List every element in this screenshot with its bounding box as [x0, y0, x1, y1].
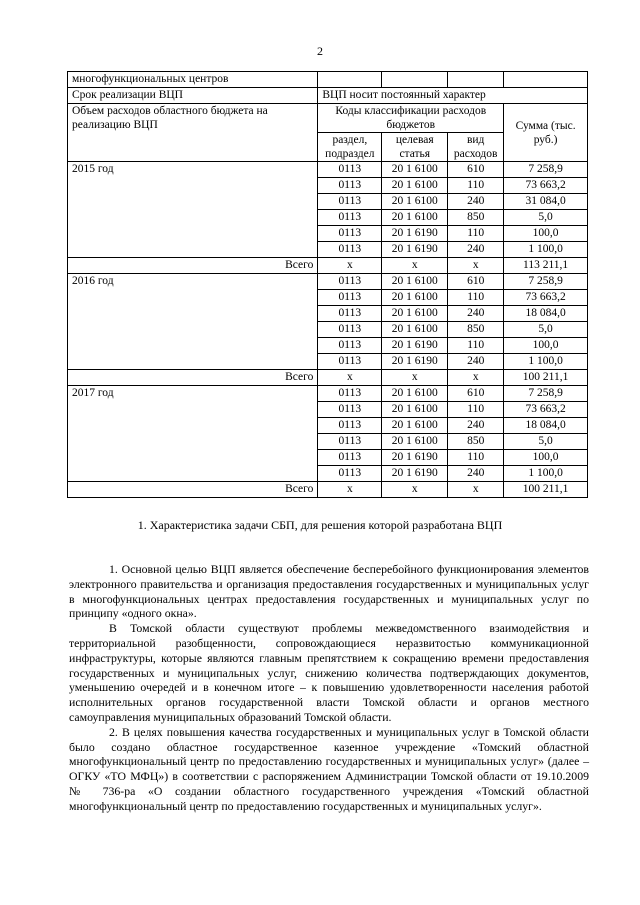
total-article: х	[382, 482, 448, 498]
total-label: Всего	[68, 482, 318, 498]
target-article: 20 1 6100	[382, 386, 448, 402]
expense-type: 610	[448, 386, 504, 402]
target-article: 20 1 6190	[382, 450, 448, 466]
target-article: 20 1 6100	[382, 210, 448, 226]
expense-type: 850	[448, 322, 504, 338]
section-code: 0113	[318, 274, 382, 290]
expense-type: 240	[448, 466, 504, 482]
expense-type: 240	[448, 194, 504, 210]
table-row	[68, 274, 588, 290]
expense-type: 110	[448, 226, 504, 242]
section-code: 0113	[318, 290, 382, 306]
amount: 31 084,0	[504, 194, 588, 210]
expense-type: 610	[448, 162, 504, 178]
table-cell	[448, 72, 504, 88]
section-code: 0113	[318, 178, 382, 194]
table-cell: многофункциональных центров	[68, 72, 318, 88]
target-article: 20 1 6190	[382, 354, 448, 370]
paragraph: 2. В целях повышения качества государственных и муниципальных услуг в Томской области было создано областное государственное казенное учреждение «Томский областной многофункциональный центр по предоставлению государственных и муниципальных услуг» (далее – ОГКУ «ТО МФЦ») в соответствии с распоряжением Администрации Томской области от 19.10.2009 № 736-ра «О создании областного государственного учреждения «Томский областной многофункциональный центр по предоставлению государственных и муниципальных услуг».	[69, 724, 589, 813]
expense-type: 240	[448, 418, 504, 434]
section-code: 0113	[318, 242, 382, 258]
total-amount: 113 211,1	[504, 258, 588, 274]
section-code: 0113	[318, 354, 382, 370]
total-section: х	[318, 370, 382, 386]
amount: 1 100,0	[504, 466, 588, 482]
target-article: 20 1 6190	[382, 242, 448, 258]
paragraph: 1. Основной целью ВЦП является обеспечение бесперебойного функционирования элементов электронного правительства и организация предоставления государственных и муниципальных услуг в многофункциональных центрах предоставления государственных и муниципальных услуг по принципу «одного окна».	[69, 562, 589, 621]
table-row	[68, 162, 588, 178]
section-code: 0113	[318, 210, 382, 226]
section-code: 0113	[318, 466, 382, 482]
target-article: 20 1 6100	[382, 162, 448, 178]
total-article: х	[382, 370, 448, 386]
total-amount: 100 211,1	[504, 482, 588, 498]
section-code: 0113	[318, 386, 382, 402]
total-label: Всего	[68, 258, 318, 274]
total-label: Всего	[68, 370, 318, 386]
section-code: 0113	[318, 322, 382, 338]
total-row	[68, 370, 588, 386]
section-code: 0113	[318, 418, 382, 434]
article-header: целевая статья	[382, 133, 448, 162]
target-article: 20 1 6100	[382, 418, 448, 434]
target-article: 20 1 6100	[382, 434, 448, 450]
total-section: х	[318, 258, 382, 274]
section-code: 0113	[318, 306, 382, 322]
expense-type: 110	[448, 178, 504, 194]
amount: 7 258,9	[504, 162, 588, 178]
total-section: х	[318, 482, 382, 498]
table-header-row	[68, 104, 588, 133]
table-cell	[382, 72, 448, 88]
expense-type: 850	[448, 210, 504, 226]
amount: 100,0	[504, 338, 588, 354]
volume-header: Объем расходов областного бюджета на реализацию ВЦП	[68, 104, 318, 162]
year-label: 2015 год	[68, 162, 318, 258]
amount: 18 084,0	[504, 306, 588, 322]
expense-type: 240	[448, 306, 504, 322]
amount: 73 663,2	[504, 178, 588, 194]
target-article: 20 1 6190	[382, 226, 448, 242]
amount: 18 084,0	[504, 418, 588, 434]
expense-type: 110	[448, 338, 504, 354]
table-cell	[318, 72, 382, 88]
amount: 5,0	[504, 322, 588, 338]
target-article: 20 1 6100	[382, 274, 448, 290]
amount: 100,0	[504, 450, 588, 466]
table-row	[68, 72, 588, 88]
expense-type: 610	[448, 274, 504, 290]
expense-type: 110	[448, 450, 504, 466]
expense-type: 110	[448, 402, 504, 418]
target-article: 20 1 6100	[382, 290, 448, 306]
total-article: х	[382, 258, 448, 274]
table-cell	[504, 72, 588, 88]
year-label: 2017 год	[68, 386, 318, 482]
expense-type: 240	[448, 242, 504, 258]
term-label: Срок реализации ВЦП	[68, 88, 318, 104]
budget-table	[67, 71, 588, 498]
term-value: ВЦП носит постоянный характер	[318, 88, 588, 104]
target-article: 20 1 6100	[382, 194, 448, 210]
section-code: 0113	[318, 450, 382, 466]
year-label: 2016 год	[68, 274, 318, 370]
section-code: 0113	[318, 434, 382, 450]
target-article: 20 1 6100	[382, 306, 448, 322]
amount: 73 663,2	[504, 402, 588, 418]
amount: 5,0	[504, 434, 588, 450]
amount: 1 100,0	[504, 242, 588, 258]
section-code: 0113	[318, 194, 382, 210]
section-code: 0113	[318, 338, 382, 354]
section-code: 0113	[318, 402, 382, 418]
paragraph: В Томской области существуют проблемы межведомственного взаимодействия и территориальной разобщенности, сопровождающиеся неразвитостью коммуникационной инфраструктуры, которые являются главным препятствием к сокращению времени предоставления государственных и муниципальных услуг, снижению количества подтверждающих документов, уменьшению очередей и в конечном итоге – к повышению удовлетворенности населения работой исполнительных органов государственной власти Томской области и органов местного самоуправления муниципальных образований Томской области.	[69, 621, 589, 724]
amount: 7 258,9	[504, 274, 588, 290]
total-amount: 100 211,1	[504, 370, 588, 386]
section-code: 0113	[318, 226, 382, 242]
target-article: 20 1 6190	[382, 466, 448, 482]
expense-type: 110	[448, 290, 504, 306]
table-row	[68, 386, 588, 402]
expense-type: 850	[448, 434, 504, 450]
target-article: 20 1 6100	[382, 402, 448, 418]
expense-type: 240	[448, 354, 504, 370]
amount: 7 258,9	[504, 386, 588, 402]
total-type: х	[448, 482, 504, 498]
amount: 1 100,0	[504, 354, 588, 370]
codes-group-header: Коды классификации расходов бюджетов	[318, 104, 504, 133]
target-article: 20 1 6100	[382, 322, 448, 338]
total-row	[68, 482, 588, 498]
sum-header: Сумма (тыс. руб.)	[504, 104, 588, 162]
amount: 5,0	[504, 210, 588, 226]
expense-type-header: вид расходов	[448, 133, 504, 162]
amount: 73 663,2	[504, 290, 588, 306]
total-type: х	[448, 258, 504, 274]
body-text	[69, 562, 589, 814]
amount: 100,0	[504, 226, 588, 242]
section-code: 0113	[318, 162, 382, 178]
total-type: х	[448, 370, 504, 386]
total-row	[68, 258, 588, 274]
target-article: 20 1 6190	[382, 338, 448, 354]
target-article: 20 1 6100	[382, 178, 448, 194]
section-header: раздел, подраздел	[318, 133, 382, 162]
page-number: 2	[317, 44, 323, 58]
section-heading: 1. Характеристика задачи СБП, для решения которой разработана ВЦП	[137, 518, 503, 532]
table-row	[68, 88, 588, 104]
